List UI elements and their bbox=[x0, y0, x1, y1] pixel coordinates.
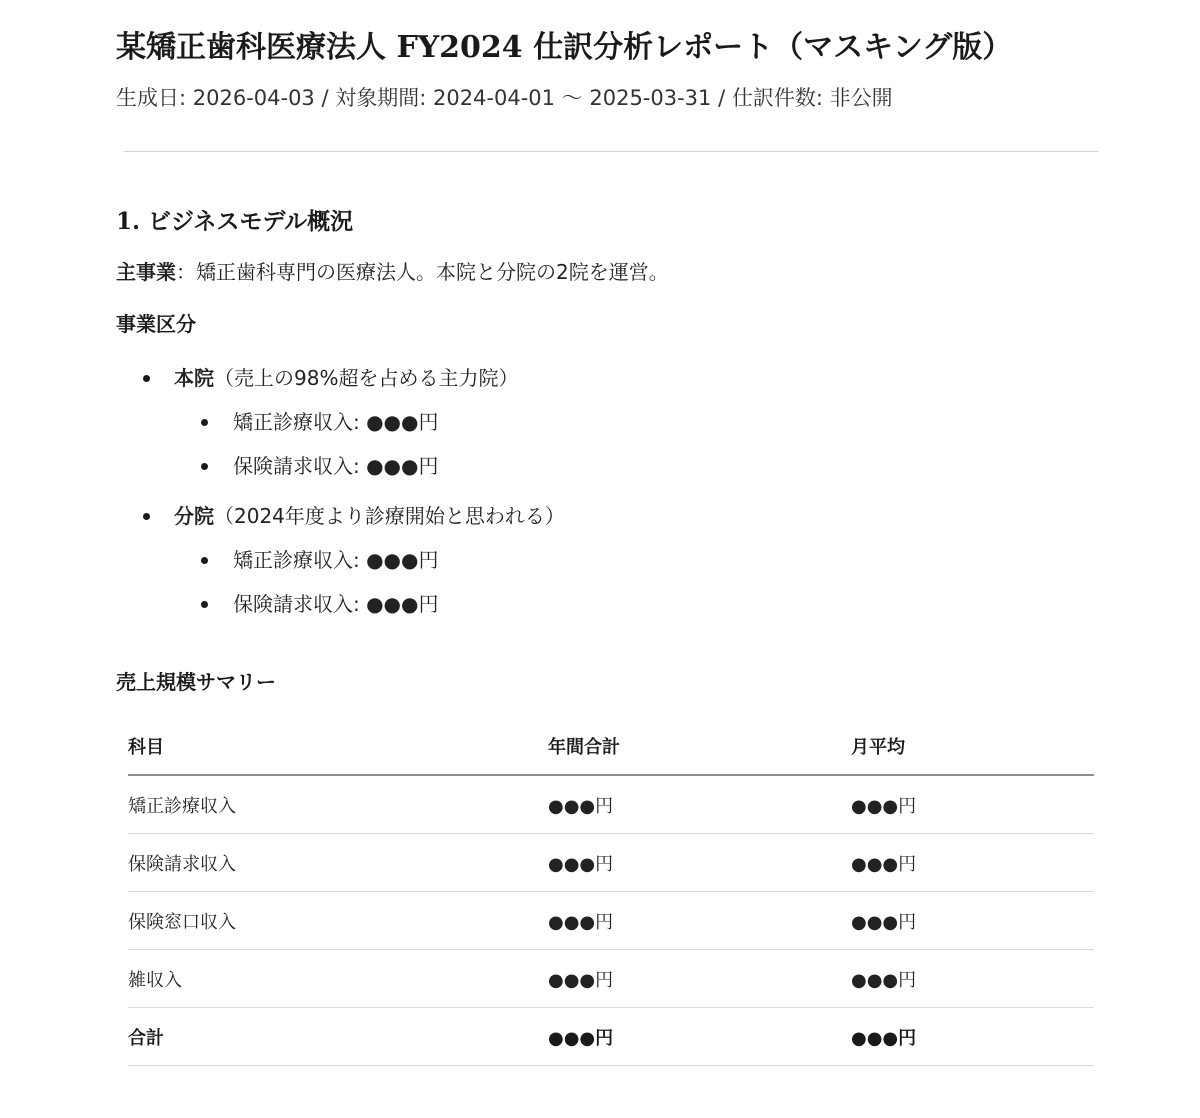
bullet-icon bbox=[143, 513, 150, 520]
page-title bbox=[116, 26, 1012, 70]
monthly-average-cell: ●●●円 bbox=[851, 892, 1094, 950]
column-header-monthly-average: 月平均 bbox=[851, 718, 1094, 775]
list-item-main-clinic bbox=[174, 362, 518, 394]
summary-heading: 売上規模サマリー bbox=[116, 670, 276, 694]
account-cell: 保険窓口収入 bbox=[128, 892, 548, 950]
table-total-row bbox=[128, 1008, 1094, 1066]
revenue-item-text: 保険請求収入: ●●●円 bbox=[233, 454, 439, 478]
monthly-average-cell: ●●●円 bbox=[851, 775, 1094, 834]
segments-heading: 事業区分 bbox=[116, 312, 196, 336]
list-item-revenue bbox=[233, 588, 438, 620]
account-cell: 矯正診療収入 bbox=[128, 775, 548, 834]
main-business-paragraph bbox=[116, 256, 669, 288]
list-item-revenue bbox=[233, 544, 438, 576]
revenue-summary-table bbox=[128, 718, 1094, 1066]
table-row bbox=[128, 892, 1094, 950]
table-row bbox=[128, 775, 1094, 834]
clinic-name: 本院 bbox=[174, 366, 214, 390]
column-header-annual-total: 年間合計 bbox=[548, 718, 851, 775]
list-item-revenue bbox=[233, 450, 438, 482]
title-fiscal-year: FY2024 bbox=[396, 30, 523, 65]
main-business-label: 主事業 bbox=[116, 260, 176, 284]
bullet-icon bbox=[143, 375, 150, 382]
section-number: 1. bbox=[116, 208, 141, 235]
table-row bbox=[128, 950, 1094, 1008]
bullet-icon bbox=[201, 463, 208, 470]
main-business-text: ：矯正歯科専門の医療法人。本院と分院の2院を運営。 bbox=[176, 260, 669, 284]
section-title: ビジネスモデル概況 bbox=[140, 209, 354, 235]
revenue-item-text: 矯正診療収入: ●●●円 bbox=[233, 548, 439, 572]
account-cell: 合計 bbox=[128, 1008, 548, 1066]
section-heading-business-model bbox=[116, 204, 353, 240]
annual-total-cell: ●●●円 bbox=[548, 775, 851, 834]
annual-total-cell: ●●●円 bbox=[548, 1008, 851, 1066]
list-item-revenue bbox=[233, 406, 438, 438]
column-header-account: 科目 bbox=[128, 718, 548, 775]
annual-total-cell: ●●●円 bbox=[548, 950, 851, 1008]
revenue-item-text: 保険請求収入: ●●●円 bbox=[233, 592, 439, 616]
annual-total-cell: ●●●円 bbox=[548, 834, 851, 892]
account-cell: 保険請求収入 bbox=[128, 834, 548, 892]
table-row bbox=[128, 834, 1094, 892]
clinic-note: （2024年度より診療開始と思われる） bbox=[214, 504, 565, 528]
report-meta: 生成日: 2026-04-03 / 対象期間: 2024-04-01 〜 2025-03-31 / 仕訳件数: 非公開 bbox=[116, 86, 893, 110]
bullet-icon bbox=[201, 557, 208, 564]
revenue-item-text: 矯正診療収入: ●●●円 bbox=[233, 410, 439, 434]
title-prefix: 某矯正歯科医療法人 bbox=[116, 30, 397, 65]
bullet-icon bbox=[201, 601, 208, 608]
bullet-icon bbox=[201, 419, 208, 426]
account-cell: 雑収入 bbox=[128, 950, 548, 1008]
divider bbox=[124, 151, 1098, 152]
monthly-average-cell: ●●●円 bbox=[851, 1008, 1094, 1066]
list-item-branch-clinic bbox=[174, 500, 565, 532]
monthly-average-cell: ●●●円 bbox=[851, 834, 1094, 892]
table-header-row bbox=[128, 718, 1094, 775]
monthly-average-cell: ●●●円 bbox=[851, 950, 1094, 1008]
annual-total-cell: ●●●円 bbox=[548, 892, 851, 950]
title-suffix: 仕訳分析レポート（マスキング版） bbox=[522, 30, 1013, 65]
clinic-note: （売上の98%超を占める主力院） bbox=[214, 366, 519, 390]
clinic-name: 分院 bbox=[174, 504, 214, 528]
